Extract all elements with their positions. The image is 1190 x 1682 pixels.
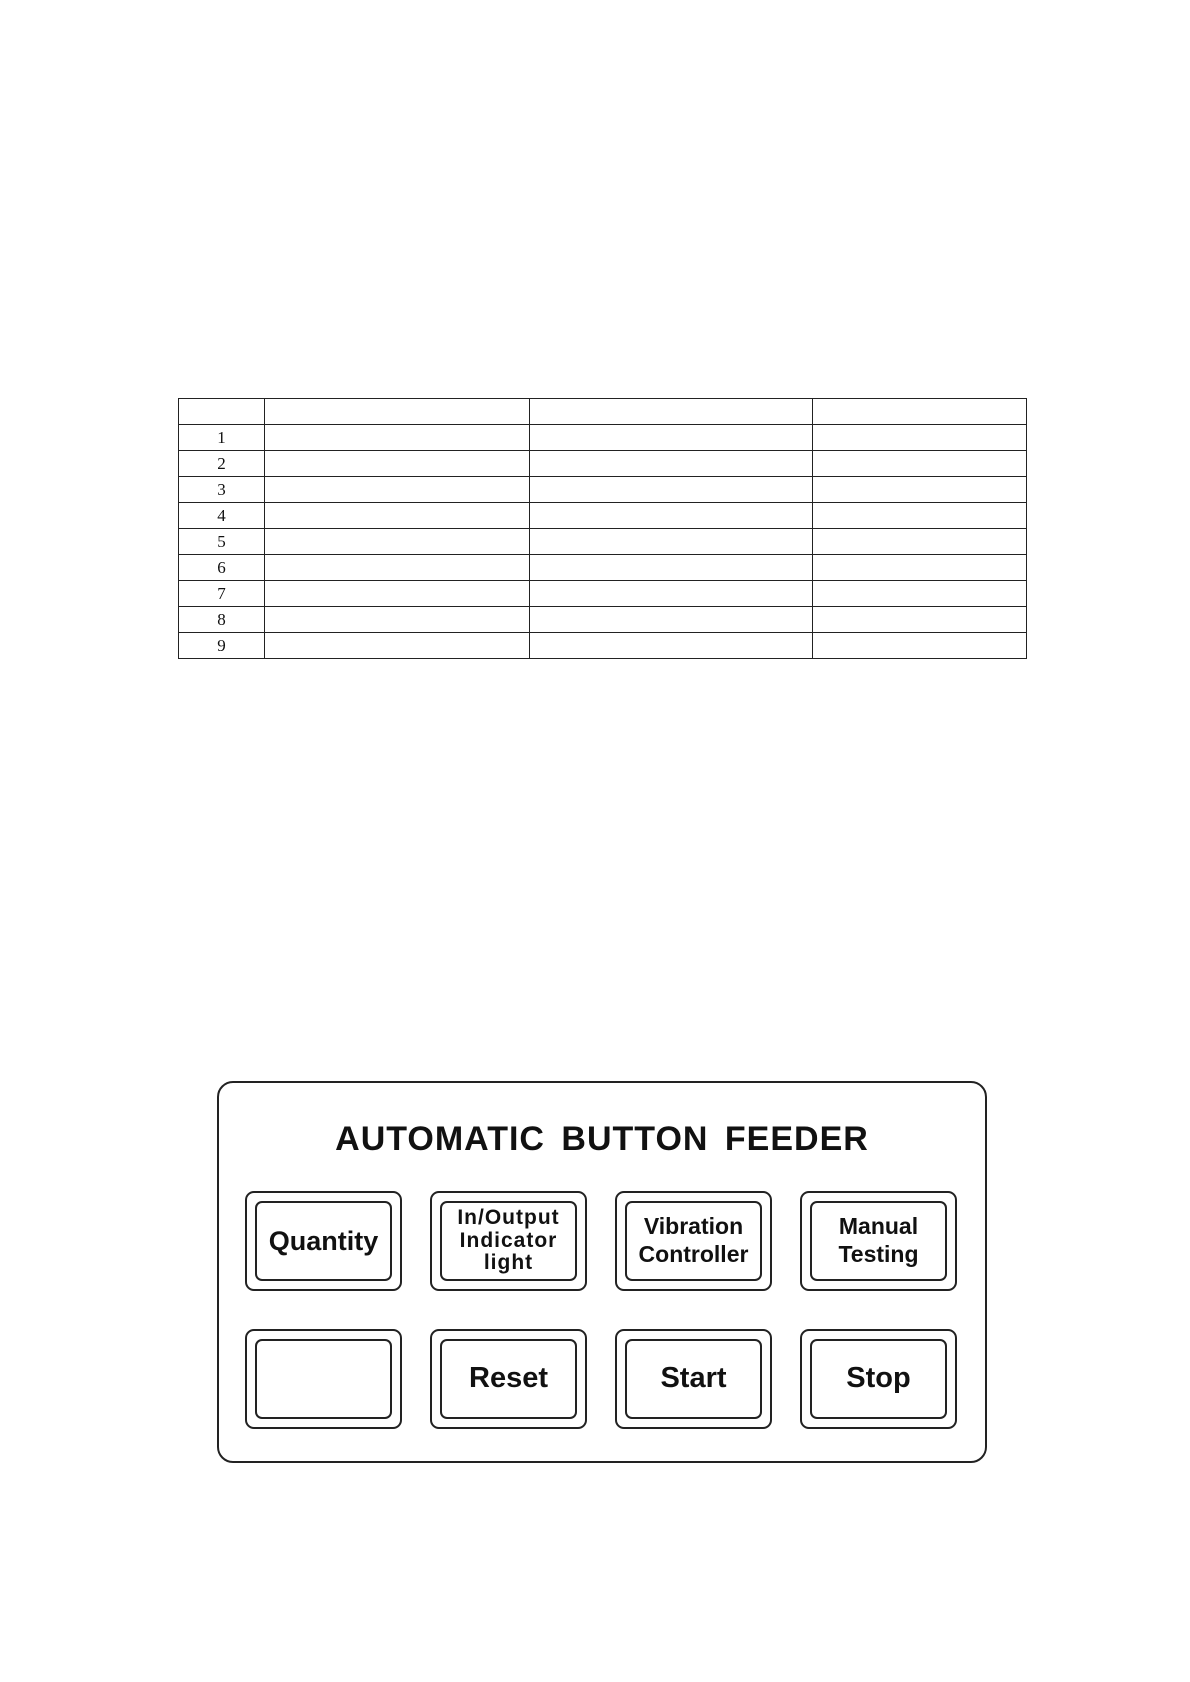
- manual-testing-button[interactable]: [800, 1191, 957, 1291]
- table-cell: [813, 581, 1027, 607]
- table-cell: [530, 425, 813, 451]
- stop-button[interactable]: [800, 1329, 957, 1429]
- button-label: Start: [625, 1339, 762, 1419]
- in-output-indicator-light-button[interactable]: [430, 1191, 587, 1291]
- table-header-row: [179, 399, 1027, 425]
- row-number: 2: [179, 451, 265, 477]
- table-row: [179, 503, 1027, 529]
- table-cell: [530, 503, 813, 529]
- table-cell: [265, 503, 530, 529]
- reset-button[interactable]: [430, 1329, 587, 1429]
- blank-button[interactable]: [245, 1329, 402, 1429]
- button-label: Stop: [810, 1339, 947, 1419]
- button-label: In/Output Indicator light: [440, 1201, 577, 1281]
- row-number: 7: [179, 581, 265, 607]
- table-cell: [530, 451, 813, 477]
- control-panel: [217, 1081, 987, 1463]
- start-button[interactable]: [615, 1329, 772, 1429]
- table-cell: [265, 425, 530, 451]
- table-cell: [530, 607, 813, 633]
- table-cell: [265, 477, 530, 503]
- vibration-controller-button[interactable]: [615, 1191, 772, 1291]
- table-cell: [530, 477, 813, 503]
- table-cell: [813, 607, 1027, 633]
- row-number: 8: [179, 607, 265, 633]
- panel-title: AUTOMATIC BUTTON FEEDER: [335, 1120, 869, 1158]
- button-label: Vibration Controller: [625, 1201, 762, 1281]
- table-row: [179, 477, 1027, 503]
- header-cell: [530, 399, 813, 425]
- table-cell: [813, 555, 1027, 581]
- table-row: [179, 425, 1027, 451]
- parts-table-container: [178, 398, 1026, 659]
- table-cell: [265, 451, 530, 477]
- table-cell: [530, 555, 813, 581]
- table-row: [179, 581, 1027, 607]
- row-number: 9: [179, 633, 265, 659]
- row-number: 3: [179, 477, 265, 503]
- table-row: [179, 607, 1027, 633]
- table-cell: [265, 607, 530, 633]
- row-number: 6: [179, 555, 265, 581]
- table-cell: [813, 425, 1027, 451]
- table-cell: [530, 529, 813, 555]
- button-label: Reset: [440, 1339, 577, 1419]
- table-row: [179, 529, 1027, 555]
- table-cell: [530, 581, 813, 607]
- table-cell: [530, 633, 813, 659]
- quantity-button[interactable]: [245, 1191, 402, 1291]
- table-cell: [813, 633, 1027, 659]
- row-number: 1: [179, 425, 265, 451]
- button-label: Quantity: [255, 1201, 392, 1281]
- header-cell: [179, 399, 265, 425]
- row-number: 4: [179, 503, 265, 529]
- table-cell: [813, 503, 1027, 529]
- button-label: Manual Testing: [810, 1201, 947, 1281]
- table-cell: [813, 451, 1027, 477]
- header-cell: [813, 399, 1027, 425]
- table-cell: [813, 477, 1027, 503]
- header-cell: [265, 399, 530, 425]
- row-number: 5: [179, 529, 265, 555]
- table-cell: [265, 581, 530, 607]
- table-cell: [813, 529, 1027, 555]
- table-cell: [265, 633, 530, 659]
- table-cell: [265, 555, 530, 581]
- parts-table: [178, 398, 1027, 659]
- table-row: [179, 555, 1027, 581]
- table-row: [179, 633, 1027, 659]
- table-row: [179, 451, 1027, 477]
- button-label: [255, 1339, 392, 1419]
- table-cell: [265, 529, 530, 555]
